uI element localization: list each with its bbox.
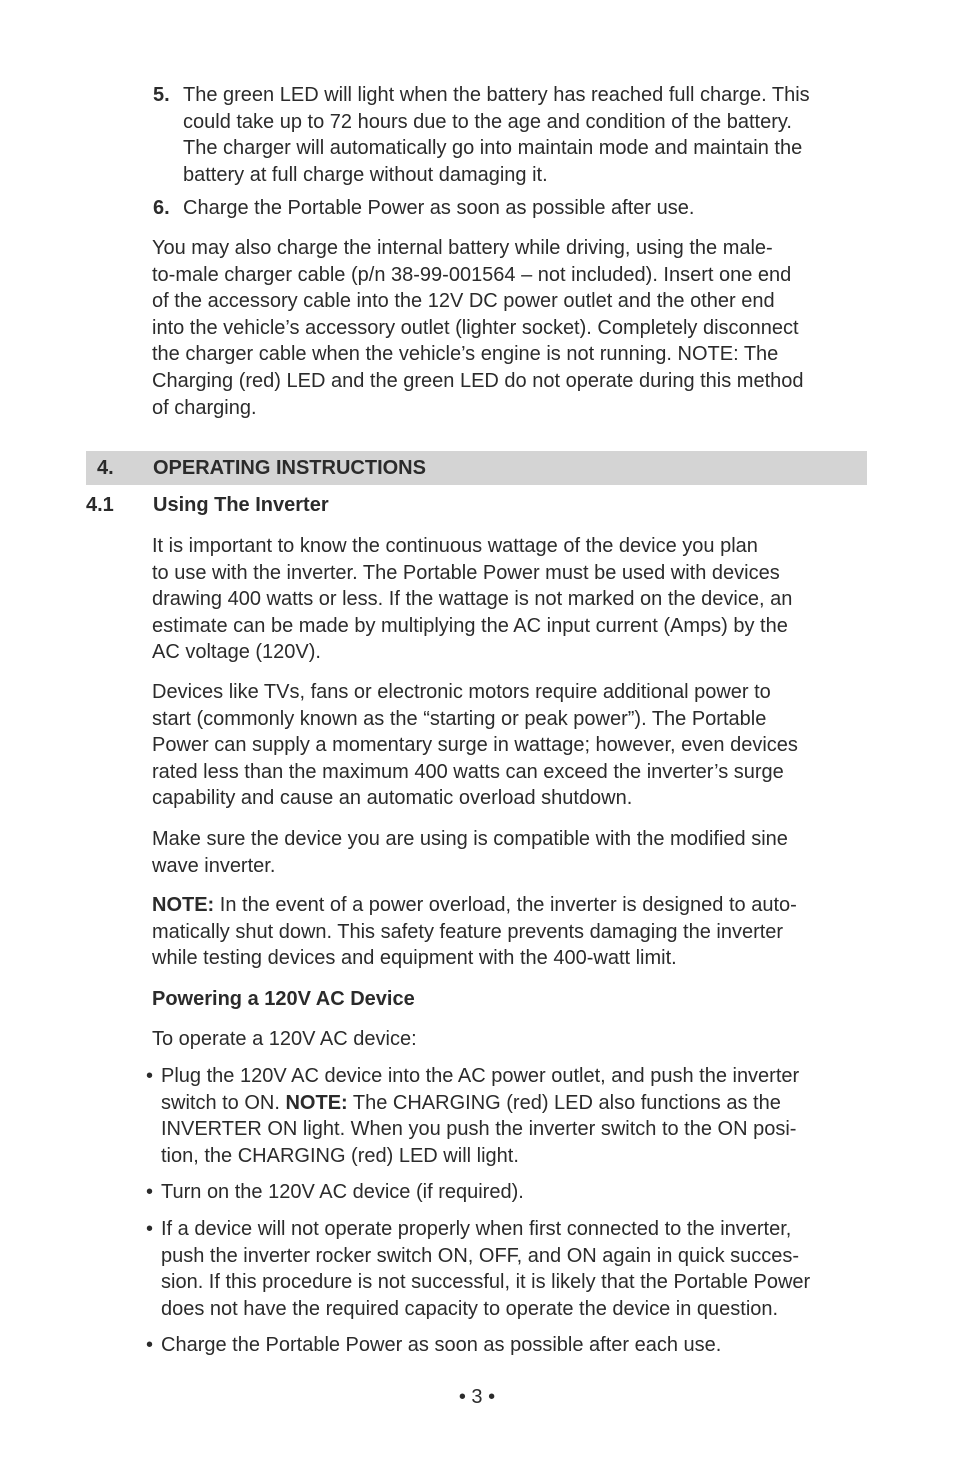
text-line: of the accessory cable into the 12V DC power outlet and the other end <box>152 290 775 313</box>
text-line: rated less than the maximum 400 watts can exceed the inverter’s surge <box>152 760 784 783</box>
text-line: the charger cable when the vehicle’s engine is not running. NOTE: The <box>152 343 779 366</box>
text-line: It is important to know the continuous wattage of the device you plan <box>152 535 758 557</box>
operate-intro: To operate a 120V AC device: <box>152 1028 417 1050</box>
text-line: wave inverter. <box>152 854 276 877</box>
bullet-text <box>161 1063 872 1169</box>
bullet-item <box>146 1179 872 1206</box>
text-line: push the inverter rocker switch ON, OFF, and ON again in quick succes- <box>161 1244 800 1267</box>
text-line: Charge the Portable Power as soon as possible after use. <box>183 197 695 219</box>
text-line: INVERTER ON light. When you push the inverter switch to the ON posi- <box>161 1118 797 1141</box>
bullet-text <box>161 1216 872 1322</box>
text-line: Power can supply a momentary surge in wattage; however, even devices <box>152 734 798 757</box>
text-line: drawing 400 watts or less. If the wattage is not marked on the device, an <box>152 588 793 611</box>
text-line: start (commonly known as the “starting or peak power”). The Portable <box>152 707 767 730</box>
text-line: Charging (red) LED and the green LED do not operate during this method <box>152 369 804 392</box>
step-text <box>183 195 873 222</box>
note-label: NOTE: <box>152 894 215 916</box>
text-line: Plug the 120V AC device into the AC power outlet, and push the inverter <box>161 1065 800 1087</box>
step-6 <box>153 195 873 222</box>
powering-heading: Powering a 120V AC Device <box>152 988 415 1010</box>
note-label: NOTE: <box>285 1091 348 1114</box>
bullet-icon: • <box>146 1065 154 1087</box>
section-number: 4. <box>97 457 114 479</box>
charging-paragraph <box>152 235 872 421</box>
bullet-icon: • <box>146 1218 154 1240</box>
note-paragraph <box>152 892 872 972</box>
text-line: tion, the CHARGING (red) LED will light. <box>161 1144 519 1167</box>
text-line: The green LED will light when the battery has reached full charge. This <box>183 84 810 106</box>
text-line: Devices like TVs, fans or electronic motors require additional power to <box>152 681 771 703</box>
text-line: Make sure the device you are using is compatible with the modified sine <box>152 828 788 850</box>
step-number: 6. <box>153 197 170 219</box>
text-line: sion. If this procedure is not successful, it is likely that the Portable Power <box>161 1271 811 1294</box>
text-line: switch to ON. <box>161 1091 286 1114</box>
bullet-text: Charge the Portable Power as soon as possible after each use. <box>161 1334 722 1356</box>
text-line: If a device will not operate properly when first connected to the inverter, <box>161 1218 792 1240</box>
bullet-item <box>146 1063 872 1169</box>
text-line: battery at full charge without damaging it. <box>183 163 548 186</box>
step-5 <box>153 82 873 188</box>
bullet-text: Turn on the 120V AC device (if required). <box>161 1181 524 1203</box>
section-heading-bar <box>86 451 867 485</box>
surge-paragraph <box>152 679 872 812</box>
subsection-number: 4.1 <box>86 494 114 516</box>
text-line: does not have the required capacity to operate the device in question. <box>161 1297 779 1320</box>
bullet-item <box>146 1216 872 1322</box>
text-line: capability and cause an automatic overload shutdown. <box>152 787 633 810</box>
bullet-item <box>146 1332 872 1359</box>
text-line: to use with the inverter. The Portable Power must be used with devices <box>152 561 780 584</box>
page-number: • 3 • <box>458 1386 496 1408</box>
text-line: matically shut down. This safety feature prevents damaging the inverter <box>152 920 784 943</box>
step-number: 5. <box>153 84 170 106</box>
text-line: could take up to 72 hours due to the age and condition of the battery. <box>183 110 792 133</box>
compatibility-paragraph <box>152 826 872 879</box>
text-line: You may also charge the internal battery while driving, using the male- <box>152 237 773 259</box>
wattage-paragraph <box>152 533 872 666</box>
text-line: of charging. <box>152 396 257 419</box>
text-line: while testing devices and equipment with the 400-watt limit. <box>152 947 677 970</box>
text-line: estimate can be made by multiplying the AC input current (Amps) by the <box>152 614 788 637</box>
text-line: AC voltage (120V). <box>152 641 321 664</box>
text-line: The charger will automatically go into maintain mode and maintain the <box>183 137 803 160</box>
bullet-icon: • <box>146 1181 154 1203</box>
text-line: The CHARGING (red) LED also functions as the <box>347 1091 781 1114</box>
bullet-icon: • <box>146 1334 154 1356</box>
text-line: In the event of a power overload, the inverter is designed to auto- <box>214 894 797 916</box>
section-title: OPERATING INSTRUCTIONS <box>153 457 426 479</box>
subsection-title: Using The Inverter <box>153 494 329 516</box>
step-text <box>183 82 873 188</box>
text-line: into the vehicle’s accessory outlet (lighter socket). Completely disconnect <box>152 316 799 339</box>
text-line: to-male charger cable (p/n 38-99-001564 – not included). Insert one end <box>152 263 792 286</box>
